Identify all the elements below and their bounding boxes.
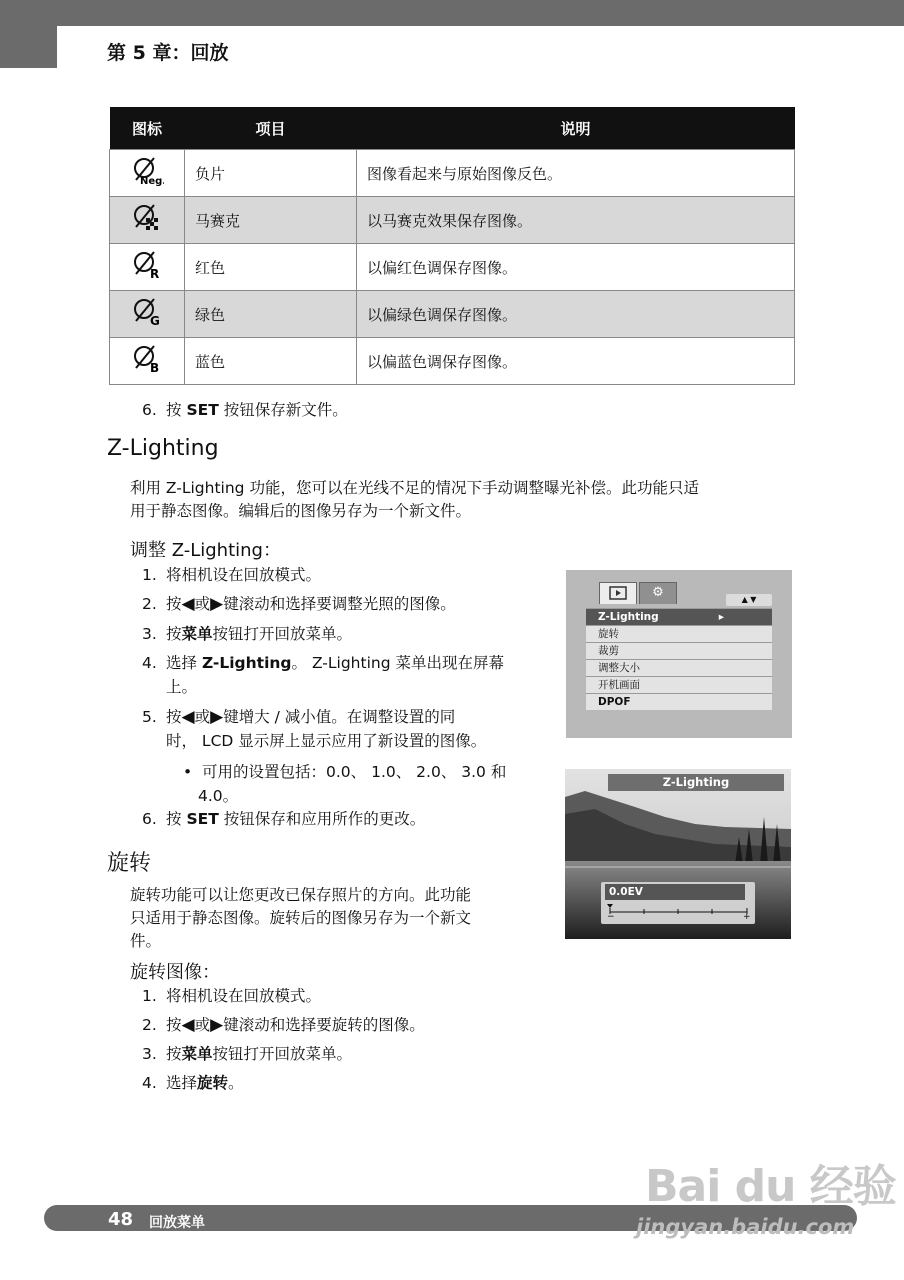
blue-tone-icon bbox=[110, 338, 185, 385]
rotate-subtitle: 旋转图像： bbox=[130, 962, 220, 983]
preview-label: Z-Lighting bbox=[662, 775, 730, 789]
col-header-desc: 说明 bbox=[357, 107, 795, 150]
camera-menu-screenshot bbox=[566, 570, 792, 738]
red-tone-icon bbox=[110, 244, 185, 291]
menu-item: 调整大小 bbox=[586, 659, 772, 676]
table-cell-item: 红色 bbox=[185, 244, 357, 291]
menu-list bbox=[586, 608, 772, 710]
right-arrow-icon: ▶ bbox=[210, 1015, 224, 1035]
menu-item: DPOF bbox=[586, 693, 772, 710]
svg-text:Neg.: Neg. bbox=[140, 176, 164, 186]
table-cell-desc: 以偏绿色调保存图像。 bbox=[357, 291, 795, 338]
effects-table bbox=[109, 107, 795, 385]
zl-bullet-cont: 4.0。 bbox=[198, 787, 239, 805]
table-row bbox=[110, 197, 795, 244]
zl-step-4-cont: 上。 bbox=[166, 678, 198, 696]
baidu-watermark-url: jingyan.baidu.com bbox=[636, 1215, 855, 1239]
rotate-intro-line3: 件。 bbox=[130, 932, 162, 950]
rot-step-1: 1. 将相机设在回放模式。 bbox=[142, 987, 322, 1005]
ev-value: 0.0EV bbox=[605, 884, 745, 900]
table-cell-item: 马赛克 bbox=[185, 197, 357, 244]
zl-step-2: 2. 按◀或▶键滚动和选择要调整光照的图像。 bbox=[142, 594, 456, 614]
settings-tab-icon: ⚙ bbox=[639, 582, 677, 604]
section-title-zlighting: Z-Lighting bbox=[107, 436, 219, 461]
top-header-bar bbox=[0, 0, 904, 26]
zl-step-4: 4. 选择 Z-Lighting。 Z-Lighting 菜单出现在屏幕 bbox=[142, 654, 504, 672]
table-row bbox=[110, 244, 795, 291]
top-header-tab bbox=[0, 26, 57, 68]
rot-step-3: 3. 按菜单按钮打开回放菜单。 bbox=[142, 1045, 353, 1063]
left-arrow-icon: ◀ bbox=[181, 707, 195, 727]
zl-step-3: 3. 按菜单按钮打开回放菜单。 bbox=[142, 625, 353, 643]
mosaic-effect-icon bbox=[110, 197, 185, 244]
table-cell-item: 蓝色 bbox=[185, 338, 357, 385]
menu-page-arrows-icon: ▲ ▼ bbox=[726, 594, 772, 606]
negative-effect-icon bbox=[110, 150, 185, 197]
footer-section-name: 回放菜单 bbox=[149, 1215, 205, 1231]
table-row bbox=[110, 291, 795, 338]
right-arrow-icon: ▶ bbox=[210, 594, 224, 614]
menu-tabs bbox=[599, 582, 679, 604]
zlighting-intro-line2: 用于静态图像。编辑后的图像另存为一个新文件。 bbox=[130, 502, 472, 520]
svg-text:G: G bbox=[150, 314, 160, 327]
step-save-new-file: 6. 按 SET 按钮保存新文件。 bbox=[142, 401, 348, 419]
zlighting-intro-line1: 利用 Z-Lighting 功能，您可以在光线不足的情况下手动调整曝光补偿。此功能只适 bbox=[130, 479, 699, 497]
table-cell-desc: 以马赛克效果保存图像。 bbox=[357, 197, 795, 244]
chapter-title: 第 5 章：回放 bbox=[107, 42, 229, 64]
svg-text:R: R bbox=[150, 267, 160, 280]
svg-text:B: B bbox=[150, 361, 160, 374]
ev-minus-label: − bbox=[607, 912, 615, 922]
zl-bullet: • 可用的设置包括：0.0、 1.0、 2.0、 3.0 和 bbox=[183, 763, 507, 781]
left-arrow-icon: ◀ bbox=[181, 1015, 195, 1035]
page-number: 48 bbox=[108, 1209, 134, 1230]
menu-item: Z-Lighting ▸ bbox=[586, 608, 772, 625]
green-tone-icon bbox=[110, 291, 185, 338]
baidu-watermark: Bai du 经验 bbox=[645, 1161, 896, 1212]
bullet-dot-icon: • bbox=[183, 763, 193, 781]
zlighting-subtitle: 调整 Z-Lighting： bbox=[130, 540, 281, 561]
camera-preview-screenshot bbox=[565, 769, 791, 939]
ev-adjust-panel bbox=[601, 882, 755, 924]
menu-item: 裁剪 bbox=[586, 642, 772, 659]
ev-slider bbox=[605, 902, 751, 922]
right-arrow-icon: ▸ bbox=[718, 611, 724, 623]
zl-step-5: 5. 按◀或▶键增大 / 减小值。在调整设置的同 bbox=[142, 707, 456, 727]
table-cell-item: 绿色 bbox=[185, 291, 357, 338]
zl-step-5-cont: 时， LCD 显示屏上显示应用了新设置的图像。 bbox=[166, 732, 487, 750]
table-cell-desc: 图像看起来与原始图像反色。 bbox=[357, 150, 795, 197]
playback-tab-icon bbox=[599, 582, 637, 604]
menu-item: 旋转 bbox=[586, 625, 772, 642]
table-cell-desc: 以偏蓝色调保存图像。 bbox=[357, 338, 795, 385]
rotate-intro-line1: 旋转功能可以让您更改已保存照片的方向。此功能 bbox=[130, 886, 472, 904]
table-row bbox=[110, 338, 795, 385]
table-cell-desc: 以偏红色调保存图像。 bbox=[357, 244, 795, 291]
col-header-item: 项目 bbox=[185, 107, 357, 150]
table-header-row bbox=[110, 107, 795, 150]
table-row bbox=[110, 150, 795, 197]
ev-plus-label: + bbox=[743, 912, 751, 922]
zl-step-6: 6. 按 SET 按钮保存和应用所作的更改。 bbox=[142, 810, 426, 828]
rot-step-2: 2. 按◀或▶键滚动和选择要旋转的图像。 bbox=[142, 1015, 425, 1035]
zl-step-1: 1. 将相机设在回放模式。 bbox=[142, 566, 322, 584]
rotate-intro-line2: 只适用于静态图像。旋转后的图像另存为一个新文 bbox=[130, 909, 472, 927]
section-title-rotate: 旋转 bbox=[107, 851, 152, 876]
left-arrow-icon: ◀ bbox=[181, 594, 195, 614]
menu-item: 开机画面 bbox=[586, 676, 772, 693]
right-arrow-icon: ▶ bbox=[210, 707, 224, 727]
rot-step-4: 4. 选择旋转。 bbox=[142, 1074, 244, 1092]
col-header-icon: 图标 bbox=[110, 107, 185, 150]
table-cell-item: 负片 bbox=[185, 150, 357, 197]
